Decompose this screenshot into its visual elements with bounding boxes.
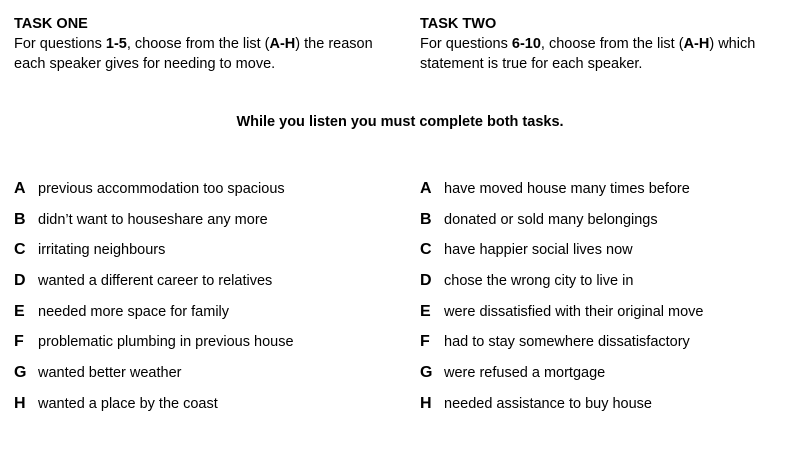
item-text: had to stay somewhere dissatisfactory [444,334,690,351]
item-text: were dissatisfied with their original move [444,303,704,320]
task-one-text: , choose from the list ( [126,36,270,52]
item-letter: C [14,241,26,259]
item-letter: G [14,364,27,382]
item-text: previous accommodation too spacious [38,181,285,197]
item-text: needed assistance to buy house [444,395,652,412]
item-letter: B [420,210,432,228]
task-two-instruction-line2: statement is true for each speaker. [420,56,643,72]
list-one-item [14,180,394,211]
item-text: problematic plumbing in previous house [38,334,294,351]
item-text: chose the wrong city to live in [444,273,634,290]
item-text: wanted a place by the coast [38,395,218,412]
task-two-block [420,14,790,74]
item-text: wanted a different career to relatives [38,273,273,290]
item-letter: H [420,394,432,412]
task-one-question-range: 1-5 [105,36,127,52]
task-two-text: , choose from the list ( [540,36,684,52]
list-two-item [420,180,800,211]
item-letter: H [14,394,26,412]
item-letter: B [14,210,26,228]
list-one-item [14,395,394,426]
list-one-item [14,333,394,364]
item-text: donated or sold many belongings [444,211,658,228]
list-two-item [420,333,800,364]
task-one-text: ) the reason [295,36,373,52]
item-text: irritating neighbours [38,242,166,259]
item-letter: D [14,272,26,290]
item-letter: F [14,333,24,351]
task-one-text: For questions [14,36,106,52]
list-two-item [420,303,800,334]
item-letter: D [420,272,432,290]
list-one-item [14,272,394,303]
listening-instruction: While you listen you must complete both tasks. [236,114,564,130]
list-one-item [14,364,394,395]
task-two-letter-range: A-H [683,36,710,52]
task-two-title: TASK TWO [420,16,497,32]
item-letter: G [420,364,433,382]
item-letter: F [420,333,430,351]
list-two [420,180,800,426]
item-text: have happier social lives now [444,242,633,259]
task-two-instruction-line1 [420,34,790,54]
task-two-question-range: 6-10 [511,36,541,52]
list-two-item [420,241,800,272]
item-letter: E [14,302,25,320]
task-one-instruction-line1 [14,34,384,54]
item-text: have moved house many times before [444,181,690,197]
item-letter: A [14,180,26,197]
item-letter: A [420,180,432,197]
item-text: didn’t want to houseshare any more [38,211,268,228]
list-one-item [14,211,394,242]
task-one-title: TASK ONE [14,16,88,32]
list-two-item [420,211,800,242]
task-two-text: For questions [420,36,512,52]
list-one-item [14,241,394,272]
list-two-item [420,272,800,303]
list-two-item [420,364,800,395]
task-one-letter-range: A-H [269,36,296,52]
list-two-item [420,395,800,426]
item-letter: E [420,302,431,320]
task-one-block [14,14,384,74]
task-two-text: ) which [709,36,756,52]
list-one [14,180,394,426]
task-one-instruction-line2: each speaker gives for needing to move. [14,56,276,72]
item-text: wanted better weather [38,365,182,382]
item-letter: C [420,241,432,259]
item-text: needed more space for family [38,303,230,320]
list-one-item [14,303,394,334]
item-text: were refused a mortgage [444,365,606,382]
